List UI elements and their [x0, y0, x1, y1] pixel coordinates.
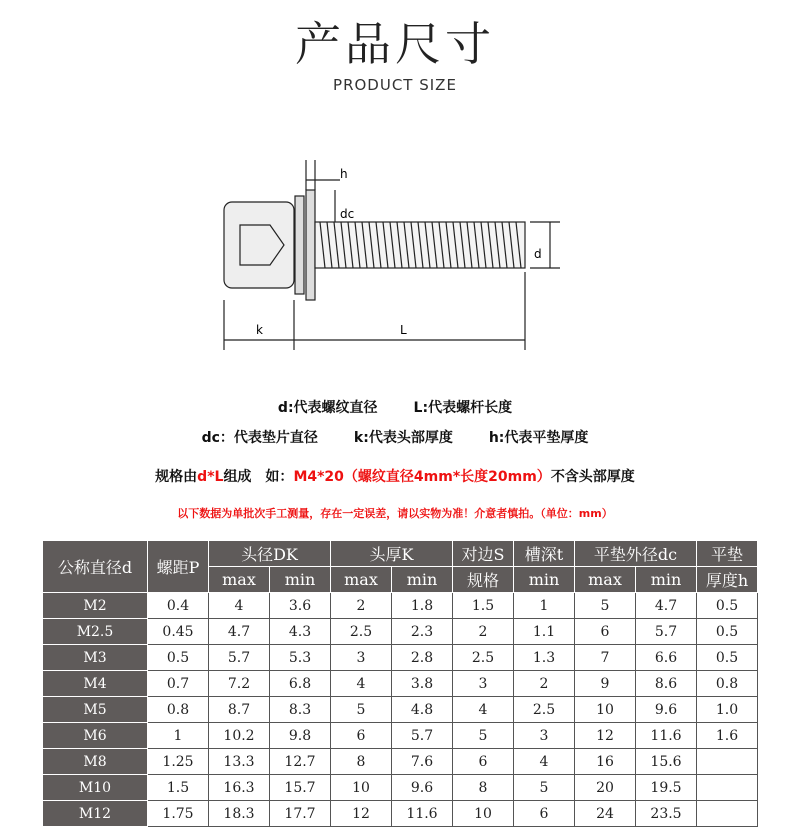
header-p: 螺距P — [148, 541, 209, 593]
table-row — [43, 749, 758, 775]
table-cell: 5.7 — [636, 619, 697, 645]
table-cell: 20 — [575, 775, 636, 801]
table-cell: 0.8 — [148, 697, 209, 723]
header-dc: 平垫外径dc — [575, 541, 697, 567]
table-cell: 3 — [331, 645, 392, 671]
row-size: M8 — [43, 749, 148, 775]
header-max: max — [209, 567, 270, 593]
row-size: M3 — [43, 645, 148, 671]
legend-d: d:代表螺纹直径 — [277, 400, 378, 416]
table-cell: 18.3 — [209, 801, 270, 827]
table-cell: 0.7 — [148, 671, 209, 697]
table-cell: 1.5 — [453, 593, 514, 619]
spec-formula: d*L — [197, 469, 224, 485]
table-cell: 16.3 — [209, 775, 270, 801]
table-cell: 11.6 — [392, 801, 453, 827]
table-cell: 6 — [331, 723, 392, 749]
table-cell: 9.6 — [636, 697, 697, 723]
page-subtitle: PRODUCT SIZE — [333, 76, 457, 94]
table-cell: 4.8 — [392, 697, 453, 723]
table-cell: 4.3 — [270, 619, 331, 645]
table-cell: 2 — [514, 671, 575, 697]
header-d: 公称直径d — [43, 541, 148, 593]
header-s-spec: 规格 — [453, 567, 514, 593]
row-size: M12 — [43, 801, 148, 827]
table-cell: 0.8 — [697, 671, 758, 697]
measurement-note: 以下数据为单批次手工测量，存在一定误差，请以实物为准！介意者慎拍。（单位：mm） — [177, 507, 613, 520]
table-cell: 1.25 — [148, 749, 209, 775]
table-cell: 6.8 — [270, 671, 331, 697]
table-cell: 5 — [331, 697, 392, 723]
screw-diagram — [200, 160, 580, 360]
table-cell: 11.6 — [636, 723, 697, 749]
table-cell: 2.8 — [392, 645, 453, 671]
table-cell: 3 — [514, 723, 575, 749]
label-h: h — [340, 167, 348, 181]
table-cell: 1 — [148, 723, 209, 749]
table-cell: 5 — [514, 775, 575, 801]
table-cell: 1.0 — [697, 697, 758, 723]
size-table — [42, 540, 758, 827]
table-row — [43, 801, 758, 827]
header-max: max — [331, 567, 392, 593]
header-t: 槽深t — [514, 541, 575, 567]
table-cell: 2.5 — [514, 697, 575, 723]
table-cell: 8.6 — [636, 671, 697, 697]
legend-line-2 — [0, 427, 790, 447]
table-cell: 23.5 — [636, 801, 697, 827]
header-min: min — [514, 567, 575, 593]
table-cell: 1.8 — [392, 593, 453, 619]
table-cell: 13.3 — [209, 749, 270, 775]
table-cell: 4.7 — [636, 593, 697, 619]
table-cell: 2 — [331, 593, 392, 619]
row-size: M2.5 — [43, 619, 148, 645]
table-cell: 4 — [331, 671, 392, 697]
spec-text: 规格由 — [155, 469, 198, 485]
header-min: min — [392, 567, 453, 593]
spec-line — [0, 466, 790, 486]
table-cell: 10.2 — [209, 723, 270, 749]
table-cell: 1.75 — [148, 801, 209, 827]
table-cell: 7.2 — [209, 671, 270, 697]
table-cell: 1.1 — [514, 619, 575, 645]
table-cell: 0.45 — [148, 619, 209, 645]
table-row — [43, 697, 758, 723]
header-dk: 头径DK — [209, 541, 331, 567]
legend-L: L:代表螺杆长度 — [413, 400, 513, 416]
legend-k: k:代表头部厚度 — [353, 430, 453, 446]
table-cell: 12 — [575, 723, 636, 749]
table-cell: 2.5 — [331, 619, 392, 645]
legend-h: h:代表平垫厚度 — [488, 430, 589, 446]
table-cell: 12.7 — [270, 749, 331, 775]
header-s: 对边S — [453, 541, 514, 567]
row-size: M4 — [43, 671, 148, 697]
table-cell: 6 — [514, 801, 575, 827]
table-cell — [697, 801, 758, 827]
row-size: M10 — [43, 775, 148, 801]
table-cell: 15.7 — [270, 775, 331, 801]
table-cell: 5.3 — [270, 645, 331, 671]
table-row — [43, 723, 758, 749]
table-cell: 19.5 — [636, 775, 697, 801]
table-cell: 9.6 — [392, 775, 453, 801]
table-cell: 10 — [331, 775, 392, 801]
table-cell: 24 — [575, 801, 636, 827]
table-cell: 8.3 — [270, 697, 331, 723]
table-row — [43, 671, 758, 697]
table-cell: 5.7 — [392, 723, 453, 749]
table-cell: 17.7 — [270, 801, 331, 827]
table-cell: 7 — [575, 645, 636, 671]
page-title: 产品尺寸 — [295, 17, 495, 71]
table-cell: 0.4 — [148, 593, 209, 619]
header-k: 头厚K — [331, 541, 453, 567]
table-cell: 1.6 — [697, 723, 758, 749]
table-row — [43, 619, 758, 645]
table-cell: 3.8 — [392, 671, 453, 697]
label-dc: dc — [340, 207, 355, 221]
table-cell: 4 — [514, 749, 575, 775]
label-L: L — [400, 323, 407, 337]
table-cell: 1 — [514, 593, 575, 619]
table-cell — [697, 775, 758, 801]
header-h-thickness: 厚度h — [697, 567, 758, 593]
table-cell: 4 — [209, 593, 270, 619]
table-cell: 9.8 — [270, 723, 331, 749]
spec-example: M4*20（螺纹直径4mm*长度20mm） — [293, 469, 551, 485]
table-cell — [697, 749, 758, 775]
table-cell: 10 — [453, 801, 514, 827]
label-d: d — [534, 247, 542, 261]
table-cell: 4.7 — [209, 619, 270, 645]
table-cell: 0.5 — [148, 645, 209, 671]
table-cell: 1.3 — [514, 645, 575, 671]
header-h: 平垫 — [697, 541, 758, 567]
table-row — [43, 775, 758, 801]
table-cell: 6.6 — [636, 645, 697, 671]
table-cell: 8 — [331, 749, 392, 775]
legend-dc: dc：代表垫片直径 — [201, 430, 318, 446]
header-min: min — [636, 567, 697, 593]
header-max: max — [575, 567, 636, 593]
table-cell: 5 — [453, 723, 514, 749]
table-row — [43, 593, 758, 619]
header-min: min — [270, 567, 331, 593]
table-cell: 5.7 — [209, 645, 270, 671]
row-size: M5 — [43, 697, 148, 723]
table-cell: 2.3 — [392, 619, 453, 645]
table-cell: 9 — [575, 671, 636, 697]
row-size: M2 — [43, 593, 148, 619]
table-cell: 8.7 — [209, 697, 270, 723]
table-cell: 15.6 — [636, 749, 697, 775]
table-cell: 8 — [453, 775, 514, 801]
table-cell: 7.6 — [392, 749, 453, 775]
table-cell: 3 — [453, 671, 514, 697]
table-cell: 6 — [453, 749, 514, 775]
table-cell: 10 — [575, 697, 636, 723]
table-cell: 4 — [453, 697, 514, 723]
table-cell: 1.5 — [148, 775, 209, 801]
spec-text: 组成 如： — [223, 469, 294, 485]
row-size: M6 — [43, 723, 148, 749]
table-cell: 12 — [331, 801, 392, 827]
table-cell: 2.5 — [453, 645, 514, 671]
label-k: k — [256, 323, 263, 337]
table-cell: 0.5 — [697, 645, 758, 671]
table-cell: 0.5 — [697, 593, 758, 619]
table-cell: 5 — [575, 593, 636, 619]
table-cell: 0.5 — [697, 619, 758, 645]
legend-line-1 — [0, 397, 790, 417]
table-cell: 2 — [453, 619, 514, 645]
spec-text: 不含头部厚度 — [550, 469, 635, 485]
table-cell: 6 — [575, 619, 636, 645]
table-row — [43, 645, 758, 671]
table-cell: 16 — [575, 749, 636, 775]
table-cell: 3.6 — [270, 593, 331, 619]
